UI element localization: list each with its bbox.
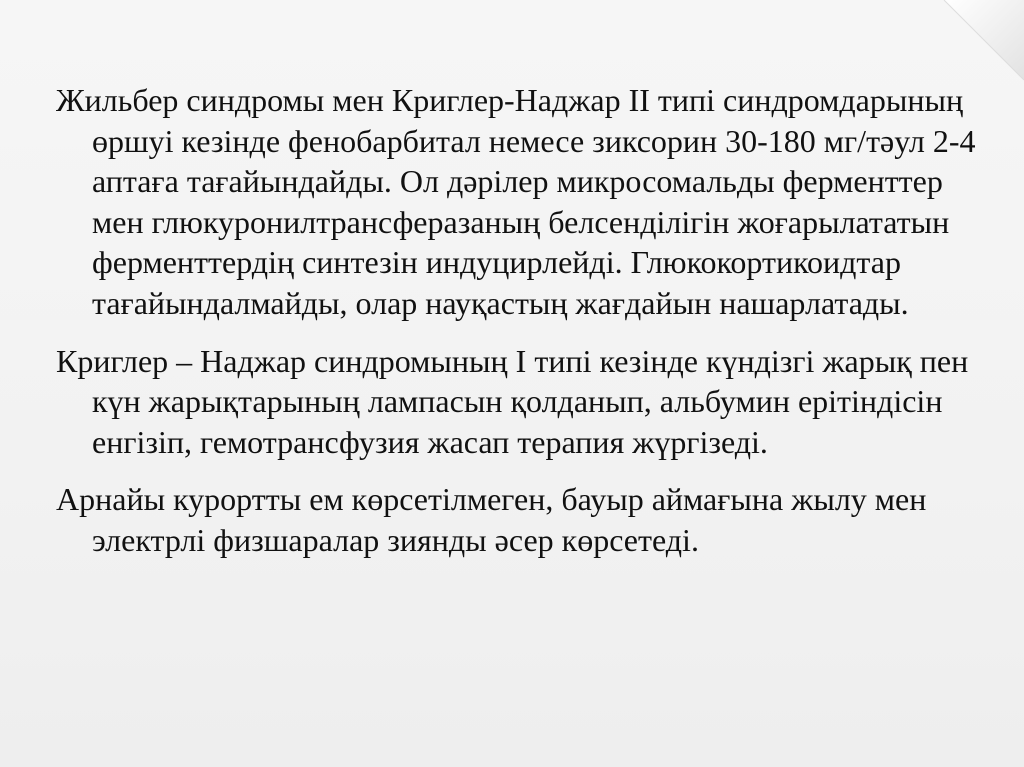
- paragraph-resort-treatment: Арнайы курортты ем көрсетілмеген, бауыр аймағына жылу мен электрлі физшаралар зиянды әсер көрсетеді.: [56, 481, 927, 558]
- paragraph-crigler-najjar-type1: Криглер – Наджар синдромының I типі кезінде күндізгі жарық пен күн жарықтарының лампасын қолданып, альбумин ерітіндісін енгізіп, гемотрансфузия жасап терапия жүргізеді.: [56, 342, 969, 460]
- slide-body: [56, 80, 986, 561]
- paragraph-gilbert-treatment: Жильбер синдромы мен Криглер-Наджар II типі синдромдарының өршуі кезінде фенобарбитал немесе зиксорин 30-180 мг/тәул 2-4 аптаға тағайындайды. Ол дәрілер микросомальды ферменттер мен глюкуронилтрансферазаның белсенділігін жоғарылататын ферменттердің синтезін индуцирлейді. Глюкокортикоидтар тағайындалмайды, олар науқастың жағдайын нашарлатады.: [56, 82, 976, 321]
